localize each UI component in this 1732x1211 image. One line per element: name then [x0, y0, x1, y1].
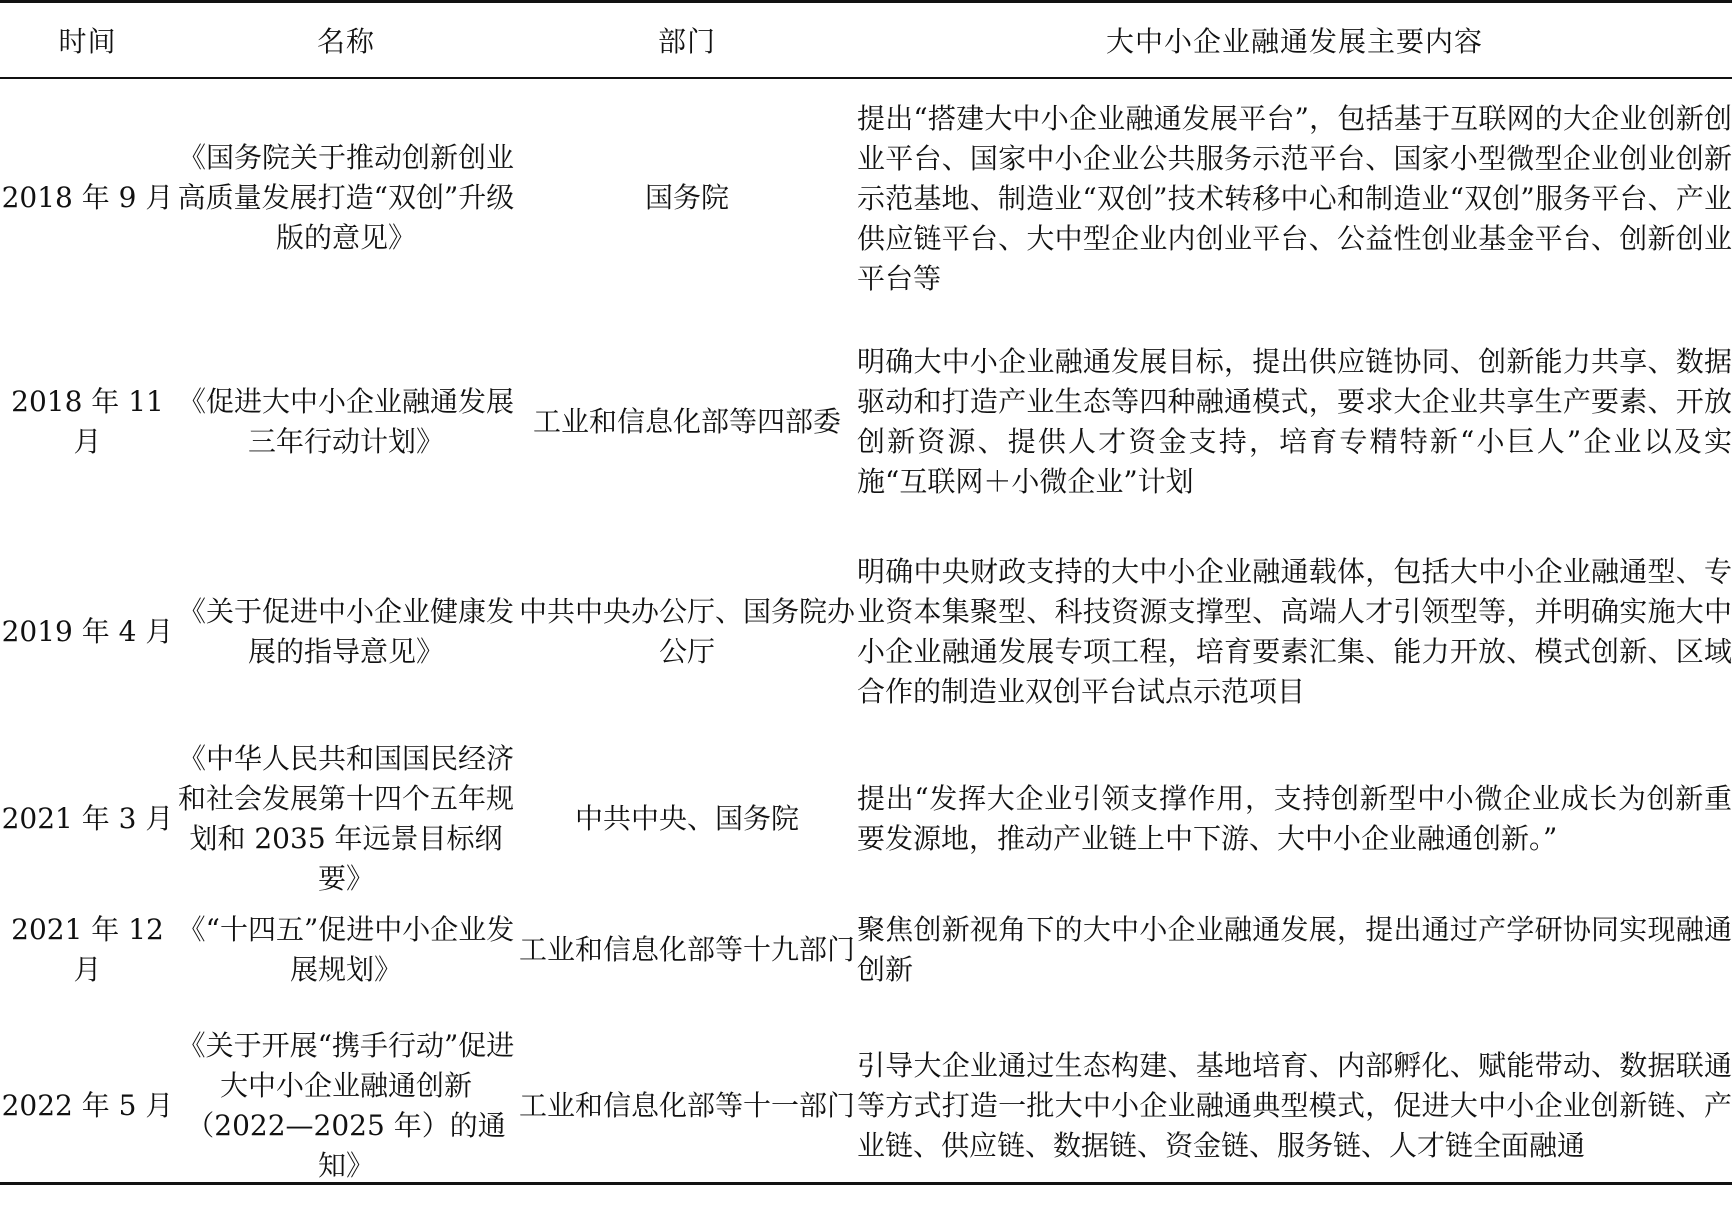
row-time: 2019 年 4 月 [1, 614, 174, 648]
row-department: 中共中央、国务院 [574, 802, 799, 835]
row-department: 工业和信息化部等四部委 [532, 404, 841, 438]
row-content: 聚焦创新视角下的大中小企业融通发展，提出通过产学研协同实现融通创新 [857, 913, 1732, 986]
row-name: 《促进大中小企业融通发展三年行动计划》 [177, 384, 514, 458]
header-time: 时间 [58, 25, 117, 58]
table-row [0, 524, 1732, 739]
policy-table [0, 3, 1732, 1211]
row-content: 提出“搭建大中小企业融通发展平台”，包括基于互联网的大企业创新创业平台、国家中小企业公共服务示范平台、国家小型微型企业创业创新示范基地、制造业“双创”技术转移中心和制造业“双创”服务平台、产业供应链平台、大中型企业内创业平台、公益性创业基金平台、创新创业平台等 [857, 102, 1732, 295]
row-name: 《关于开展“携手行动”促进大中小企业融通创新（2022—2025 年）的通知》 [177, 1029, 515, 1182]
row-content: 明确中央财政支持的大中小企业融通载体，包括大中小企业融通型、专业资本集聚型、科技资源支撑型、高端人才引领型等，并明确实施大中小企业融通发展专项工程，培育要素汇集、能力开放、模式创新、区域合作的制造业双创平台试点示范项目 [857, 554, 1732, 708]
row-time: 2018 年 11 月 [11, 384, 164, 458]
row-department: 国务院 [644, 181, 729, 214]
row-department: 工业和信息化部等十一部门 [518, 1089, 855, 1122]
row-content: 引导大企业通过生态构建、基地培育、内部孵化、赋能带动、数据联通等方式打造一批大中小企业融通典型模式，促进大中小企业创新链、产业链、供应链、数据链、资金链、服务链、人才链全面融通 [857, 1049, 1732, 1162]
table-header-row [0, 3, 1732, 77]
table-row [0, 739, 1732, 899]
row-name: 《关于促进中小企业健康发展的指导意见》 [177, 594, 514, 668]
table-row [0, 899, 1732, 1001]
row-name: 《中华人民共和国国民经济和社会发展第十四个五年规划和 2035 年远景目标纲要》 [177, 742, 514, 895]
row-time: 2021 年 12 月 [11, 913, 164, 986]
row-time: 2022 年 5 月 [1, 1089, 174, 1122]
table-row [0, 77, 1732, 319]
row-name: 《“十四五”促进中小企业发展规划》 [177, 913, 515, 986]
header-content: 大中小企业融通发展主要内容 [1105, 25, 1483, 58]
row-name: 《国务院关于推动创新创业高质量发展打造“双创”升级版的意见》 [177, 141, 515, 254]
table-row [0, 319, 1732, 524]
table-row [0, 1001, 1732, 1211]
header-department: 部门 [657, 25, 716, 58]
row-content: 提出“发挥大企业引领支撑作用，支持创新型中小微企业成长为创新重要发源地，推动产业链上中下游、大中小企业融通创新。” [857, 782, 1732, 855]
row-time: 2018 年 9 月 [1, 181, 174, 214]
row-department: 工业和信息化部等十九部门 [518, 933, 855, 966]
row-content: 明确大中小企业融通发展目标，提出供应链协同、创新能力共享、数据驱动和打造产业生态等四种融通模式，要求大企业共享生产要素、开放创新资源、提供人才资金支持，培育专精特新“小巨人”企业以及实施“互联网＋小微企业”计划 [857, 344, 1732, 498]
row-department: 中共中央办公厅、国务院办公厅 [518, 594, 855, 668]
header-name: 名称 [316, 25, 375, 58]
row-time: 2021 年 3 月 [1, 802, 174, 835]
